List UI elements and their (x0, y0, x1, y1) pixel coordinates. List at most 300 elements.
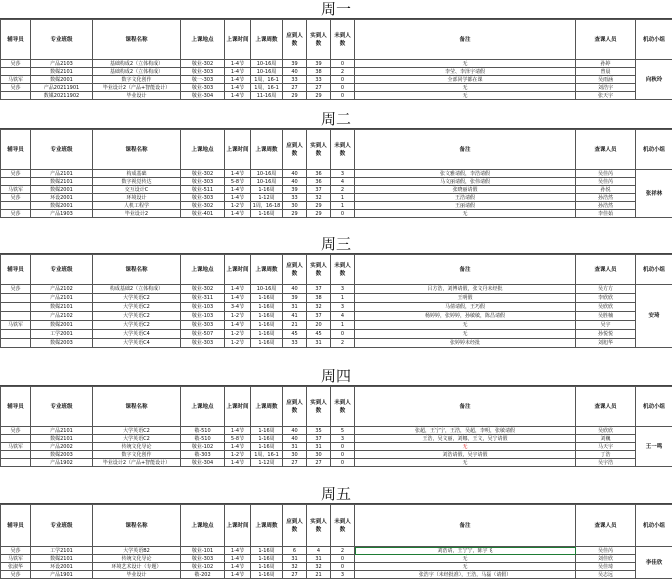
cell-abs[interactable]: 0 (331, 76, 355, 84)
cell-act[interactable]: 38 (307, 294, 331, 303)
column-header[interactable]: 实到人数 (307, 130, 331, 170)
cell-note[interactable]: 王丽请假 (355, 202, 576, 210)
cell-act[interactable]: 31 (307, 339, 331, 348)
cell-note[interactable]: 马文丽请假，张伟请假 (355, 178, 576, 186)
cell-time[interactable]: 1-4节 (225, 186, 251, 194)
cell-abs[interactable]: 0 (331, 330, 355, 339)
cell-note[interactable]: 无 (355, 563, 576, 571)
cell-room[interactable]: 敬业-302 (181, 202, 225, 210)
cell-weeks[interactable]: 10-16周 (251, 178, 283, 186)
cell-due[interactable]: 29 (283, 210, 307, 218)
cell-checker[interactable]: 吴佳芮 (576, 178, 636, 186)
cell-time[interactable]: 1-4节 (225, 571, 251, 579)
column-header[interactable]: 上课时间 (225, 20, 251, 60)
cell-abs[interactable]: 3 (331, 303, 355, 312)
cell-checker[interactable]: 吴佳芮 (576, 170, 636, 178)
cell-due[interactable]: 29 (283, 92, 307, 100)
cell-c[interactable] (1, 435, 31, 443)
cell-course[interactable]: 毕业设计 (93, 92, 181, 100)
column-header[interactable]: 课程名称 (93, 20, 181, 60)
cell-abs[interactable]: 0 (331, 84, 355, 92)
cell-c[interactable] (1, 330, 31, 339)
cell-note[interactable]: 李莹、李泽宇请假 (355, 68, 576, 76)
cell-cls[interactable]: 数媒2101 (31, 435, 93, 443)
cell-weeks[interactable]: 1-16周 (251, 427, 283, 435)
column-header[interactable]: 上课周数 (251, 255, 283, 285)
column-header[interactable]: 备注 (355, 130, 576, 170)
cell-abs[interactable]: 3 (331, 435, 355, 443)
cell-time[interactable]: 1-4节 (225, 84, 251, 92)
cell-checker[interactable]: 刘旭华 (576, 339, 636, 348)
cell-note[interactable]: 张浩宇（未经批准），王浩，马磊（请假） (355, 571, 576, 579)
cell-time[interactable]: 1-2节 (225, 330, 251, 339)
cell-act[interactable]: 29 (307, 92, 331, 100)
column-header[interactable]: 备注 (355, 255, 576, 285)
cell-time[interactable]: 3-4节 (225, 303, 251, 312)
cell-course[interactable]: 大学英语C2 (93, 303, 181, 312)
cell-room[interactable]: 敬业-303 (181, 339, 225, 348)
cell-abs[interactable]: 2 (331, 186, 355, 194)
column-header[interactable]: 上课周数 (251, 505, 283, 547)
cell-abs[interactable]: 0 (331, 555, 355, 563)
cell-abs[interactable]: 1 (331, 294, 355, 303)
cell-due[interactable]: 39 (283, 294, 307, 303)
cell-course[interactable]: 毕业设计2（产品+智能设计） (93, 84, 181, 92)
column-header[interactable]: 未到人数 (331, 505, 355, 547)
cell-room[interactable]: 敬业-304 (181, 459, 225, 467)
cell-note[interactable]: 王浩请假 (355, 194, 576, 202)
column-header[interactable]: 机动小组 (636, 20, 672, 60)
cell-cls[interactable]: 产品2102 (31, 285, 93, 294)
cell-abs[interactable]: 0 (331, 443, 355, 451)
cell-abs[interactable]: 0 (331, 459, 355, 467)
cell-act[interactable]: 39 (307, 60, 331, 68)
cell-c[interactable]: 吴莎 (1, 170, 31, 178)
cell-room[interactable]: 敬业-101 (181, 547, 225, 555)
column-header[interactable]: 查课人员 (576, 255, 636, 285)
cell-checker[interactable]: 吴宇 (576, 321, 636, 330)
cell-cls[interactable]: 数媒2001 (31, 202, 93, 210)
column-header[interactable]: 备注 (355, 20, 576, 60)
column-header[interactable]: 上课地点 (181, 20, 225, 60)
cell-checker[interactable]: 吴宇浩 (576, 459, 636, 467)
cell-act[interactable]: 30 (307, 451, 331, 459)
cell-note[interactable]: 王浩，吴文丽，刘娜，王文，吴宁请假 (355, 435, 576, 443)
cell-checker[interactable]: 孙婷 (576, 60, 636, 68)
cell-weeks[interactable]: 1周，16-1 (251, 76, 283, 84)
cell-due[interactable]: 39 (283, 60, 307, 68)
column-header[interactable]: 实到人数 (307, 387, 331, 427)
cell-c[interactable]: 马铁军 (1, 443, 31, 451)
cell-act[interactable]: 31 (307, 555, 331, 563)
cell-weeks[interactable]: 11-16周 (251, 92, 283, 100)
cell-abs[interactable]: 0 (331, 210, 355, 218)
cell-course[interactable]: 大学英语C2 (93, 294, 181, 303)
cell-act[interactable]: 32 (307, 194, 331, 202)
cell-due[interactable]: 39 (283, 186, 307, 194)
cell-note[interactable]: 张超，王宁宁，王浩，吴超，李明，张敏请假 (355, 427, 576, 435)
cell-c[interactable] (1, 178, 31, 186)
cell-due[interactable]: 33 (283, 339, 307, 348)
cell-act[interactable]: 37 (307, 435, 331, 443)
column-header[interactable]: 上课时间 (225, 505, 251, 547)
cell-room[interactable]: 敬业-103 (181, 303, 225, 312)
cell-abs[interactable]: 3 (331, 285, 355, 294)
cell-weeks[interactable]: 1-16周 (251, 571, 283, 579)
cell-due[interactable]: 32 (283, 563, 307, 571)
cell-due[interactable]: 33 (283, 76, 307, 84)
cell-abs[interactable]: 4 (331, 178, 355, 186)
column-header[interactable]: 上课周数 (251, 20, 283, 60)
cell-c[interactable]: 吴莎 (1, 194, 31, 202)
cell-course[interactable]: 毕业设计2 (93, 210, 181, 218)
cell-room[interactable]: 敬-303 (181, 451, 225, 459)
cell-checker[interactable]: 孙悦悦 (576, 330, 636, 339)
cell-abs[interactable]: 1 (331, 321, 355, 330)
cell-cls[interactable]: 数媒2003 (31, 451, 93, 459)
cell-cls[interactable]: 产品1902 (31, 459, 93, 467)
cell-act[interactable]: 33 (307, 76, 331, 84)
cell-weeks[interactable]: 1-16周 (251, 330, 283, 339)
cell-weeks[interactable]: 1周，16-1 (251, 84, 283, 92)
cell-act[interactable]: 21 (307, 571, 331, 579)
column-header[interactable]: 上课周数 (251, 130, 283, 170)
column-header[interactable]: 专业班级 (31, 130, 93, 170)
cell-act[interactable]: 45 (307, 330, 331, 339)
column-header[interactable]: 机动小组 (636, 505, 672, 547)
cell-checker[interactable]: 吴欣欣 (576, 303, 636, 312)
column-header[interactable]: 辅导员 (1, 387, 31, 427)
cell-checker[interactable]: 李欣欣 (576, 294, 636, 303)
cell-room[interactable]: 敬业-303 (181, 555, 225, 563)
cell-room[interactable]: 敬业-303 (181, 194, 225, 202)
cell-note[interactable]: 无 (355, 330, 576, 339)
cell-course[interactable]: 数字文化创作 (93, 76, 181, 84)
cell-time[interactable]: 5-8节 (225, 435, 251, 443)
column-header[interactable]: 上课周数 (251, 387, 283, 427)
column-header[interactable]: 辅导员 (1, 20, 31, 60)
cell-due[interactable]: 27 (283, 84, 307, 92)
cell-time[interactable]: 1-2节 (225, 451, 251, 459)
cell-cls[interactable]: 产品1901 (31, 571, 93, 579)
cell-course[interactable]: 环境设计 (93, 194, 181, 202)
cell-abs[interactable]: 1 (331, 194, 355, 202)
column-header[interactable]: 上课时间 (225, 130, 251, 170)
cell-weeks[interactable]: 1-16周 (251, 563, 283, 571)
cell-weeks[interactable]: 1周，16-1 (251, 451, 283, 459)
cell-time[interactable]: 1-2节 (225, 312, 251, 321)
cell-time[interactable]: 1-4节 (225, 443, 251, 451)
cell-time[interactable]: 1-4节 (225, 68, 251, 76)
cell-time[interactable]: 1-4节 (225, 563, 251, 571)
cell-room[interactable]: 敬-202 (181, 571, 225, 579)
cell-time[interactable]: 1-4节 (225, 321, 251, 330)
column-header[interactable]: 课程名称 (93, 387, 181, 427)
cell-abs[interactable]: 5 (331, 427, 355, 435)
column-header[interactable]: 上课地点 (181, 255, 225, 285)
cell-abs[interactable]: 0 (331, 451, 355, 459)
cell-cls[interactable]: 产品1903 (31, 210, 93, 218)
cell-cls[interactable]: 数媒2003 (31, 339, 93, 348)
cell-room[interactable]: 敬业-303 (181, 178, 225, 186)
column-header[interactable]: 应到人数 (283, 505, 307, 547)
cell-checker[interactable]: 吴志远 (576, 571, 636, 579)
cell-cls[interactable]: 数媒2001 (31, 186, 93, 194)
cell-act[interactable]: 36 (307, 178, 331, 186)
column-header[interactable]: 上课地点 (181, 130, 225, 170)
cell-cls[interactable]: 产品2103 (31, 60, 93, 68)
cell-weeks[interactable]: 1-16周 (251, 547, 283, 555)
cell-c[interactable] (1, 92, 31, 100)
cell-act[interactable]: 29 (307, 210, 331, 218)
column-header[interactable]: 专业班级 (31, 505, 93, 547)
cell-course[interactable]: 大学英语B2 (93, 547, 181, 555)
cell-abs[interactable]: 0 (331, 92, 355, 100)
cell-note[interactable]: 无 (355, 210, 576, 218)
column-header[interactable]: 查课人员 (576, 20, 636, 60)
cell-cls[interactable]: 数媒2001 (31, 321, 93, 330)
cell-cls[interactable]: 环设2001 (31, 194, 93, 202)
cell-due[interactable]: 40 (283, 285, 307, 294)
cell-act[interactable]: 37 (307, 285, 331, 294)
cell-course[interactable]: 传统文化导论 (93, 443, 181, 451)
cell-abs[interactable]: 0 (331, 60, 355, 68)
cell-checker[interactable]: 孙浩然 (576, 202, 636, 210)
cell-cls[interactable]: 产品2102 (31, 312, 93, 321)
cell-checker[interactable]: 张天宇 (576, 92, 636, 100)
column-header[interactable]: 辅导员 (1, 255, 31, 285)
cell-cls[interactable]: 工学2001 (31, 330, 93, 339)
cell-checker[interactable]: 吴胜楠 (576, 312, 636, 321)
cell-due[interactable]: 31 (283, 443, 307, 451)
cell-weeks[interactable]: 1-16周 (251, 186, 283, 194)
column-header[interactable]: 应到人数 (283, 255, 307, 285)
cell-room[interactable]: 敬业-311 (181, 294, 225, 303)
column-header[interactable]: 查课人员 (576, 130, 636, 170)
column-header[interactable]: 上课时间 (225, 255, 251, 285)
cell-checker[interactable]: 刘佳欣 (576, 555, 636, 563)
cell-weeks[interactable]: 10-16周 (251, 68, 283, 76)
column-header[interactable]: 课程名称 (93, 130, 181, 170)
cell-due[interactable]: 6 (283, 547, 307, 555)
cell-room[interactable]: 敬业-302 (181, 60, 225, 68)
cell-cls[interactable]: 产品20211901 (31, 84, 93, 92)
cell-course[interactable]: 环境艺术设计（专题） (93, 563, 181, 571)
cell-act[interactable]: 29 (307, 202, 331, 210)
cell-weeks[interactable]: 1-16周 (251, 555, 283, 563)
cell-course[interactable]: 构成基础 (93, 170, 181, 178)
cell-room[interactable]: 敬业-103 (181, 312, 225, 321)
cell-weeks[interactable]: 1-16周 (251, 312, 283, 321)
mobile-group-cell[interactable]: 向秋玲 (636, 60, 672, 100)
column-header[interactable]: 专业班级 (31, 255, 93, 285)
cell-c[interactable]: 张淑华 (1, 563, 31, 571)
cell-c[interactable] (1, 459, 31, 467)
mobile-group-cell[interactable]: 张祥林 (636, 170, 672, 218)
cell-c[interactable] (1, 202, 31, 210)
cell-c[interactable]: 吴莎 (1, 60, 31, 68)
cell-act[interactable]: 37 (307, 186, 331, 194)
cell-room[interactable]: 敬一-303 (181, 76, 225, 84)
column-header[interactable]: 未到人数 (331, 387, 355, 427)
cell-note[interactable]: 张晓丽请假 (355, 186, 576, 194)
cell-due[interactable]: 45 (283, 330, 307, 339)
cell-time[interactable]: 1-4节 (225, 60, 251, 68)
cell-checker[interactable]: 吴欣欣 (576, 427, 636, 435)
cell-act[interactable]: 27 (307, 459, 331, 467)
cell-abs[interactable]: 4 (331, 312, 355, 321)
column-header[interactable]: 课程名称 (93, 505, 181, 547)
column-header[interactable]: 课程名称 (93, 255, 181, 285)
cell-note[interactable]: 无 (355, 459, 576, 467)
cell-cls[interactable]: 产品2002 (31, 443, 93, 451)
cell-due[interactable]: 27 (283, 459, 307, 467)
cell-cls[interactable]: 数媒2101 (31, 555, 93, 563)
column-header[interactable]: 查课人员 (576, 505, 636, 547)
cell-cls[interactable]: 数媒20211902 (31, 92, 93, 100)
cell-act[interactable]: 32 (307, 563, 331, 571)
cell-abs[interactable]: 3 (331, 571, 355, 579)
cell-time[interactable]: 1-4节 (225, 555, 251, 563)
cell-checker[interactable]: 吴雨涵 (576, 76, 636, 84)
cell-due[interactable]: 40 (283, 435, 307, 443)
cell-note[interactable]: 无 (355, 321, 576, 330)
cell-time[interactable]: 1-2节 (225, 202, 251, 210)
cell-c[interactable] (1, 339, 31, 348)
cell-weeks[interactable]: 1周，16-18 (251, 202, 283, 210)
cell-abs[interactable]: 1 (331, 202, 355, 210)
column-header[interactable]: 辅导员 (1, 505, 31, 547)
cell-weeks[interactable]: 1-16周 (251, 443, 283, 451)
cell-c[interactable] (1, 294, 31, 303)
cell-time[interactable]: 1-2节 (225, 339, 251, 348)
cell-c[interactable]: 马铁军 (1, 76, 31, 84)
cell-weeks[interactable]: 1-12周 (251, 194, 283, 202)
cell-act[interactable]: 32 (307, 303, 331, 312)
cell-course[interactable]: 数字文化创作 (93, 451, 181, 459)
cell-c[interactable]: 吴莎 (1, 547, 31, 555)
cell-act[interactable]: 35 (307, 427, 331, 435)
cell-act[interactable]: 31 (307, 443, 331, 451)
column-header[interactable]: 实到人数 (307, 20, 331, 60)
cell-act[interactable]: 36 (307, 170, 331, 178)
cell-act[interactable]: 4 (307, 547, 331, 555)
cell-abs[interactable]: 2 (331, 68, 355, 76)
cell-time[interactable]: 5-8节 (225, 178, 251, 186)
cell-room[interactable]: 敬业-303 (181, 321, 225, 330)
mobile-group-cell[interactable]: 安琦 (636, 285, 672, 348)
cell-checker[interactable]: 孙浩然 (576, 194, 636, 202)
cell-course[interactable]: 传统文化导论 (93, 555, 181, 563)
cell-room[interactable]: 敬业-303 (181, 84, 225, 92)
cell-weeks[interactable]: 10-16周 (251, 60, 283, 68)
cell-cls[interactable]: 产品2101 (31, 427, 93, 435)
cell-due[interactable]: 40 (283, 178, 307, 186)
column-header[interactable]: 备注 (355, 505, 576, 547)
cell-c[interactable]: 马铁军 (1, 555, 31, 563)
cell-time[interactable]: 1-4节 (225, 194, 251, 202)
column-header[interactable]: 辅导员 (1, 130, 31, 170)
column-header[interactable]: 未到人数 (331, 20, 355, 60)
cell-cls[interactable]: 数媒2101 (31, 68, 93, 76)
cell-weeks[interactable]: 1-12周 (251, 459, 283, 467)
cell-act[interactable]: 38 (307, 68, 331, 76)
cell-c[interactable]: 吴莎 (1, 210, 31, 218)
cell-due[interactable]: 40 (283, 68, 307, 76)
column-header[interactable]: 应到人数 (283, 387, 307, 427)
cell-time[interactable]: 1-4节 (225, 285, 251, 294)
cell-act[interactable]: 20 (307, 321, 331, 330)
cell-time[interactable]: 1-4节 (225, 76, 251, 84)
cell-due[interactable]: 30 (283, 202, 307, 210)
column-header[interactable]: 实到人数 (307, 255, 331, 285)
cell-course[interactable]: 大学英语C4 (93, 339, 181, 348)
column-header[interactable]: 机动小组 (636, 387, 672, 427)
cell-c[interactable]: 吴莎 (1, 285, 31, 294)
cell-weeks[interactable]: 1-16周 (251, 339, 283, 348)
cell-cls[interactable]: 数媒2001 (31, 76, 93, 84)
cell-course[interactable]: 毕业设计 (93, 571, 181, 579)
column-header[interactable]: 应到人数 (283, 130, 307, 170)
cell-abs[interactable]: 2 (331, 339, 355, 348)
cell-checker[interactable]: 吴佳琦 (576, 563, 636, 571)
cell-note[interactable]: 马倩请假，王巧假 (355, 303, 576, 312)
cell-c[interactable]: 吴莎 (1, 571, 31, 579)
cell-c[interactable] (1, 303, 31, 312)
cell-course[interactable]: 毕业设计2（产品+智能设计） (93, 459, 181, 467)
column-header[interactable]: 专业班级 (31, 20, 93, 60)
cell-room[interactable]: 敬-510 (181, 427, 225, 435)
mobile-group-cell[interactable]: 王一鸣 (636, 427, 672, 467)
cell-checker[interactable]: 刘浩宇 (576, 84, 636, 92)
cell-abs[interactable]: 3 (331, 170, 355, 178)
cell-checker[interactable]: 孙悦 (576, 186, 636, 194)
cell-note[interactable]: 吕方浩，刘博请假，张文丹未经批 (355, 285, 576, 294)
cell-c[interactable] (1, 68, 31, 76)
cell-cls[interactable]: 数媒2101 (31, 303, 93, 312)
cell-cls[interactable]: 工学2101 (31, 547, 93, 555)
cell-act[interactable]: 37 (307, 312, 331, 321)
cell-due[interactable]: 40 (283, 170, 307, 178)
cell-course[interactable]: 基础构成2（立体构成） (93, 60, 181, 68)
cell-cls[interactable]: 产品2101 (31, 294, 93, 303)
column-header[interactable]: 备注 (355, 387, 576, 427)
cell-course[interactable]: 大学英语C2 (93, 312, 181, 321)
cell-checker[interactable]: 曾晨 (576, 68, 636, 76)
cell-c[interactable] (1, 451, 31, 459)
cell-weeks[interactable]: 10-16周 (251, 285, 283, 294)
column-header[interactable]: 未到人数 (331, 130, 355, 170)
cell-time[interactable]: 1-4节 (225, 210, 251, 218)
cell-cls[interactable]: 数媒2101 (31, 178, 93, 186)
cell-room[interactable]: 敬业-102 (181, 443, 225, 451)
cell-weeks[interactable]: 1-16周 (251, 321, 283, 330)
column-header[interactable]: 未到人数 (331, 255, 355, 285)
cell-c[interactable]: 吴莎 (1, 84, 31, 92)
cell-c[interactable]: 吴莎 (1, 427, 31, 435)
cell-course[interactable]: 基础构成2（立体构成） (93, 68, 181, 76)
cell-abs[interactable]: 2 (331, 547, 355, 555)
cell-due[interactable]: 33 (283, 194, 307, 202)
cell-act[interactable]: 27 (307, 84, 331, 92)
cell-room[interactable]: 敬业-302 (181, 170, 225, 178)
column-header[interactable]: 机动小组 (636, 130, 672, 170)
cell-room[interactable]: 敬业-102 (181, 563, 225, 571)
cell-note[interactable]: 刘浩请假，吴宇请假 (355, 451, 576, 459)
cell-note[interactable]: 刘浩请，王宁宁，陈宇飞 (355, 547, 576, 555)
cell-checker[interactable]: 丁浩 (576, 451, 636, 459)
cell-course[interactable]: 构成基础2（立体构成） (93, 285, 181, 294)
